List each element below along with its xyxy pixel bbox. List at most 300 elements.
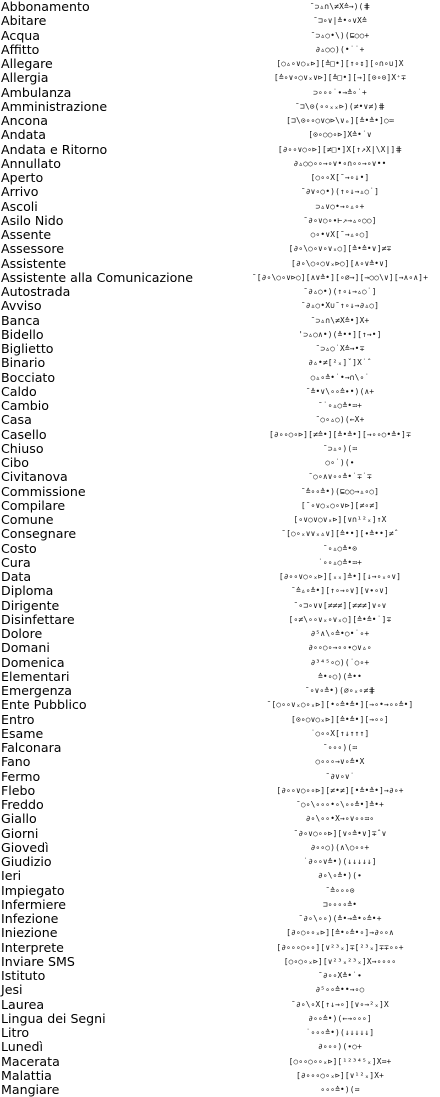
sign-notation: ˉ○∘∧∨∘∘≙•˙∓˙∓ (308, 472, 372, 482)
glossary-term: Laurea (1, 996, 45, 1012)
sign-notation: [∂∘\○∘○∨ₓ⊳○][∧∘∨≙•∨] (291, 258, 389, 268)
glossary-row (0, 898, 440, 912)
glossary-row (0, 869, 440, 883)
glossary-row (0, 613, 440, 627)
glossary-term: Bocciato (1, 369, 56, 385)
glossary-term: Andata (1, 127, 46, 143)
sign-notation-cell (300, 342, 440, 356)
glossary-row (0, 713, 440, 727)
glossary-row (0, 57, 440, 71)
sign-notation: ˉ∂∘\∘X[↑↓→∘][∨∘→²ₓ]X (291, 999, 389, 1009)
sign-notation: ˉ∂▵○•X∪ˉ↑∘↓→∂▵○] (300, 301, 380, 311)
glossary-row (0, 214, 440, 228)
sign-notation: ˉ∂▵○•)(↑∘↓→▵○˙] (303, 287, 377, 297)
sign-notation: ˉ⊐\⊙(∘∘ₓₓ⊳)(≠•∨≠)⋕ (295, 101, 385, 111)
sign-notation-cell (300, 969, 440, 983)
glossary-term: Assente (1, 227, 52, 242)
sign-notation-cell (300, 356, 440, 370)
sign-notation-cell (300, 399, 440, 413)
sign-notation: [∂∘∘○∘⊳][≠≙•][≙•≙•][→∘∘○•≙•]∓ (269, 429, 411, 439)
sign-notation-cell (276, 57, 440, 71)
glossary-term: Istituto (1, 968, 46, 983)
sign-notation-cell (300, 14, 440, 28)
sign-notation: ∂∘\∘≙•)(∙ (317, 871, 363, 881)
sign-notation: ∂▵○○∘∘→∘∨•∘∩∘∘→∘∨•• (293, 158, 387, 168)
glossary-term: Interprete (1, 939, 64, 955)
glossary-row (0, 741, 440, 755)
glossary-term: Infermiere (1, 896, 66, 912)
glossary-term: Litro (1, 1025, 30, 1040)
glossary-term: Autostrada (1, 284, 71, 299)
sign-notation: ˉ[∂∘\○∘∨⊳○][∧∨≙•][∘∅→][→○○\∨][→∧∘∧]+ (251, 272, 429, 282)
glossary-term: Banca (1, 312, 40, 328)
sign-notation: [∘∨○∨○∨ₓ⊳][∨∩¹²ₓ]↑X (293, 515, 387, 525)
glossary-term: Assistente alla Comunicazione (1, 269, 194, 285)
sign-notation: ∂∘∘○)(∧\○∘∘+ (310, 842, 370, 852)
sign-notation: ∘∘∘≙•)(≕ (320, 1085, 360, 1095)
sign-notation: ˙○∘∘X[↑↓↑↑↑] (310, 728, 370, 738)
glossary-row (0, 314, 440, 328)
sign-notation-cell (300, 727, 440, 741)
glossary-row (0, 1083, 440, 1097)
sign-notation: ∂∘∘≙•)(←→∘∘∘] (308, 1013, 372, 1023)
sign-notation: [∘≠\∘∘∨ₓ∘∨ₓ○][≙•≙•˙]∓ (288, 614, 392, 624)
sign-notation-cell (300, 43, 440, 57)
glossary-term: Fermo (1, 768, 41, 784)
glossary-term: Giovedì (1, 839, 49, 855)
glossary-term: Biglietto (1, 341, 54, 356)
sign-notation-cell (300, 29, 440, 43)
glossary-term: Cibo (1, 455, 29, 470)
glossary-row (0, 513, 440, 527)
sign-notation-cell (293, 157, 440, 171)
sign-notation-cell (300, 185, 440, 199)
glossary-term: Bidello (1, 326, 44, 342)
glossary-term: Annullato (1, 155, 61, 171)
glossary-term: Giallo (1, 811, 37, 827)
glossary-term: Elementari (1, 668, 70, 684)
glossary-term: Impiegato (1, 882, 65, 898)
sign-notation: ○▵∘≙•˙•→∩\∘˙ (310, 372, 370, 382)
glossary-term: Dolore (1, 626, 43, 641)
sign-notation-cell (277, 143, 440, 157)
glossary-row (0, 656, 440, 670)
sign-notation-cell (300, 684, 440, 698)
sign-notation-cell (300, 228, 440, 242)
glossary-term: Commissione (1, 483, 86, 499)
glossary-row (0, 912, 440, 926)
glossary-row (0, 114, 440, 128)
glossary-term: Affitto (1, 41, 40, 57)
glossary-term: Ascoli (1, 198, 38, 214)
glossary-term: Casa (1, 412, 32, 428)
glossary-row (0, 29, 440, 43)
glossary-row (0, 727, 440, 741)
glossary-term: Domani (1, 640, 50, 656)
sign-notation-cell (300, 841, 440, 855)
sign-notation: ˉ∂∘∘X≙•˙∙ (317, 971, 363, 981)
sign-notation: ˉ⊃▵○•\)(⊑○○+ (310, 30, 370, 40)
glossary-term: Acqua (1, 27, 41, 43)
sign-notation-cell (300, 413, 440, 427)
sign-notation-cell (291, 998, 440, 1012)
sign-notation: ˙∘∘▵○≙•≕+ (317, 557, 363, 567)
glossary-row (0, 14, 440, 28)
sign-notation: ⊃▵∨○•→∘▵∘+ (315, 201, 365, 211)
sign-notation-cell (300, 214, 440, 228)
glossary-term: Binario (1, 355, 46, 371)
glossary-term: Fano (1, 754, 31, 770)
sign-notation-cell (293, 513, 440, 527)
sign-notation: ˉ∘▵○≙•⊙ (322, 543, 358, 553)
sign-notation: ˉ⊃▵∘)(≕ (322, 443, 358, 453)
sign-notation-cell (300, 912, 440, 926)
sign-notation-cell (266, 698, 440, 712)
glossary-row (0, 356, 440, 370)
sign-notation-cell (300, 1012, 440, 1026)
glossary-row (0, 385, 440, 399)
glossary-row (0, 884, 440, 898)
sign-notation-cell (300, 855, 440, 869)
sign-notation-cell (291, 713, 440, 727)
glossary-term: Assistente (1, 255, 67, 271)
glossary-row (0, 542, 440, 556)
glossary-term: Compilare (1, 497, 66, 513)
glossary-term: Infezione (1, 911, 59, 926)
glossary-row (0, 185, 440, 199)
glossary-row (0, 485, 440, 499)
glossary-term: Freddo (1, 797, 44, 812)
sign-notation-cell (291, 257, 440, 271)
glossary-row (0, 200, 440, 214)
sign-notation: ˙∘∘∘≙•)(↓↓↓↓↓] (305, 1028, 375, 1038)
sign-notation: [○∘∘X[ˉ→∘↓•] (310, 173, 370, 183)
glossary-term: Falconara (1, 740, 62, 755)
sign-notation-cell (293, 599, 440, 613)
sign-notation: [∂∘∘∨○∘ₓ⊳][ₓₓ]≙•][↓→∘ₓ∘∨] (278, 572, 402, 582)
sign-notation-cell (300, 371, 440, 385)
sign-notation-cell (300, 983, 440, 997)
glossary-row (0, 143, 440, 157)
glossary-term: Arrivo (1, 184, 39, 200)
sign-notation-cell (300, 770, 440, 784)
glossary-row (0, 841, 440, 855)
glossary-row (0, 470, 440, 484)
sign-notation-cell (300, 755, 440, 769)
sign-notation: ○∘•∨X[ˉ→▵∘○] (310, 230, 370, 240)
sign-notation-cell (269, 428, 440, 442)
sign-notation: ˉ∘∘∘)(≕ (322, 743, 358, 753)
glossary-row (0, 299, 440, 313)
sign-notation: [○∘∘○∘∘ₓ⊳][¹²³⁴⁵ₓ]X≕+ (288, 1056, 392, 1066)
glossary-row (0, 599, 440, 613)
sign-notation-cell (293, 827, 440, 841)
sign-notation: ○∘˙)(∙ (325, 458, 355, 468)
sign-notation-cell (300, 499, 440, 513)
glossary-row (0, 855, 440, 869)
glossary-row (0, 955, 440, 969)
glossary-row (0, 71, 440, 85)
glossary-term: Asilo Nido (1, 212, 64, 228)
glossary-term: Esame (1, 725, 44, 741)
sign-notation-cell (286, 926, 440, 940)
sign-notation: ˉ≙∘∘≙•)(⊑○○→▵∘○] (300, 486, 380, 496)
glossary-row (0, 100, 440, 114)
sign-notation: ˉ∂∘∨○∘∙⊢↗→▵∘○○] (303, 215, 377, 225)
glossary-term: Chiuso (1, 440, 44, 456)
sign-notation-cell (278, 570, 440, 584)
glossary-term: Abitare (1, 13, 47, 29)
sign-notation: ∂∘∘○∘→∘∘∙○∨▵∘ (308, 643, 372, 653)
sign-notation-cell (300, 285, 440, 299)
sign-notation-cell (283, 955, 440, 969)
glossary-term: Giudizio (1, 854, 52, 869)
glossary-term: Lunedì (1, 1039, 43, 1055)
glossary-row (0, 257, 440, 271)
glossary-row (0, 399, 440, 413)
glossary-term: Lingua dei Segni (1, 1010, 106, 1026)
glossary-term: Mangiare (1, 1082, 60, 1097)
sign-notation: ˉ⊐∘∨|≙•∘∨X≙ (313, 16, 367, 26)
glossary-row (0, 969, 440, 983)
glossary-row (0, 570, 440, 584)
sign-notation-cell (300, 898, 440, 912)
glossary-row (0, 428, 440, 442)
glossary-term: Data (1, 569, 32, 584)
glossary-row (0, 983, 440, 997)
sign-notation: ˉ∂∘\∘∘)(≙•→≙•∘≙•+ (298, 914, 382, 924)
sign-notation: ∂∘\∘∘•X→∘∨∘∘≕∘ (305, 814, 375, 824)
glossary-row (0, 556, 440, 570)
sign-notation-cell (286, 114, 440, 128)
glossary-row (0, 456, 440, 470)
sign-notation-cell (300, 314, 440, 328)
sign-notation: [∂∘∘∨○∘∘⊳][≠•≠][•≙•≙•]→∂∘+ (276, 785, 404, 795)
sign-notation: ˉ≙∘∘∘⊙ (325, 885, 355, 895)
glossary-term: Jesi (1, 982, 23, 998)
sign-notation-cell (300, 556, 440, 570)
glossary-term: Dirigente (1, 597, 60, 613)
glossary-term: Assessore (1, 241, 64, 257)
glossary-term: Casello (1, 426, 47, 442)
glossary-term: Caldo (1, 383, 37, 399)
glossary-term: Diploma (1, 583, 54, 599)
sign-notation: [∂∘∘∘○∘∘][∨²³ₓ]∓[²³ₓ]∓∓∘∘+ (276, 942, 404, 952)
glossary-row (0, 1040, 440, 1054)
glossary-term: Malattia (1, 1067, 52, 1083)
sign-notation: [○∘○∘ₓ⊳][∨²³ₓ²³ₓ]X→∘∘∘∘ (283, 956, 397, 966)
sign-notation-cell (300, 200, 440, 214)
glossary-row (0, 698, 440, 712)
glossary-row (0, 413, 440, 427)
glossary-row (0, 641, 440, 655)
sign-notation-cell (288, 613, 440, 627)
glossary-row (0, 1026, 440, 1040)
sign-notation: ≙•∘○)(≙•• (317, 671, 363, 681)
glossary-row (0, 442, 440, 456)
sign-notation-cell (295, 798, 440, 812)
glossary-row (0, 171, 440, 185)
sign-notation-cell (300, 171, 440, 185)
sign-notation-cell (300, 869, 440, 883)
sign-notation: [∂∘○∘∘ₓ⊳][≙•∘≙•∘]→∂∘∘∧ (286, 928, 394, 938)
sign-notation-cell (300, 641, 440, 655)
sign-notation-cell (295, 100, 440, 114)
glossary-row (0, 1069, 440, 1083)
glossary-term: Ieri (1, 868, 22, 884)
glossary-row (0, 784, 440, 798)
sign-notation-cell (300, 0, 440, 14)
glossary-row (0, 228, 440, 242)
sign-notation-cell (300, 86, 440, 100)
glossary-row (0, 371, 440, 385)
glossary-term: Cura (1, 554, 31, 570)
glossary-term: Giorni (1, 825, 39, 841)
sign-notation: ∂▵○○)(•˙˙+ (315, 44, 365, 54)
glossary-term: Iniezione (1, 925, 58, 941)
sign-notation: '⊃▵○∧•)(≙••][↑→•] (298, 329, 382, 339)
sign-notation-cell (300, 128, 440, 142)
sign-notation-cell (295, 1069, 440, 1083)
sign-notation-cell (288, 1055, 440, 1069)
glossary-row (0, 86, 440, 100)
sign-notation-cell (300, 542, 440, 556)
sign-notation: ∂⁵∧\∘≙•○•˙∘+ (310, 629, 370, 639)
glossary-term: Ancona (1, 113, 48, 128)
glossary-row (0, 157, 440, 171)
sign-notation: ˉ○∘▵○)(←X+ (315, 415, 365, 425)
sign-notation: ⊐∘∘∘∘≙• (322, 899, 358, 909)
glossary-row (0, 285, 440, 299)
glossary-term: Avviso (1, 298, 42, 314)
glossary-row (0, 128, 440, 142)
glossary-term: Domenica (1, 654, 65, 670)
glossary-term: Comune (1, 512, 54, 527)
glossary-row (0, 941, 440, 955)
glossary-term: Allergia (1, 70, 49, 86)
sign-notation-cell (300, 670, 440, 684)
glossary-row (0, 812, 440, 826)
sign-notation: ˉ˙∘▵○≙•≕+ (317, 401, 363, 411)
sign-notation-cell (300, 627, 440, 641)
sign-notation: ˉ[○∘∘∨ₓ○∘ₓ⊳][•∘≙•≙•][→∘•→∘∘≙•] (266, 700, 414, 710)
sign-notation: ⊃∘∘∘˙∙→≙∘˙+ (313, 87, 367, 97)
sign-notation: ˉ∘⊐∘∨∨[≠≠≠][≠≠≠]∨∘∨ (293, 600, 387, 610)
glossary-row (0, 342, 440, 356)
glossary-row (0, 242, 440, 256)
glossary-row (0, 1055, 440, 1069)
glossary-row (0, 827, 440, 841)
sign-notation: [ˉ∘∨○ₓ○∘∨⊳][≠∘≠] (300, 500, 380, 510)
glossary-term: Flebo (1, 782, 36, 798)
sign-notation-cell (300, 456, 440, 470)
sign-notation: ○∘∘∘→∨∘≙•X (315, 757, 365, 767)
sign-notation-cell (281, 527, 440, 541)
glossary-term: Entro (1, 711, 35, 727)
glossary-row (0, 755, 440, 769)
glossary-row (0, 670, 440, 684)
glossary-term: Ambulanza (1, 84, 72, 100)
sign-notation-cell (300, 1026, 440, 1040)
sign-notation: ˉ≙•∨\∘∘≙∙•)(∧+ (305, 386, 375, 396)
sign-notation-cell (276, 784, 440, 798)
glossary-term: Aperto (1, 170, 44, 185)
sign-notation: ˉ∂∨∘○•)(↑∘↓→▵○˙] (300, 187, 380, 197)
sign-notation: ˉ∂∘∨○∘∘⊳][∨∘≙•∨]∓ˆ∨ (293, 828, 387, 838)
sign-notation-cell (300, 299, 440, 313)
sign-notation-cell (276, 941, 440, 955)
glossary-term: Allegare (1, 56, 53, 71)
glossary-row (0, 271, 440, 285)
sign-notation: [⊙∘○∨○ₓ⊳][≙•≙•][→∘∘] (291, 714, 389, 724)
sign-notation: [⊙∘○○∘⊳]X≙•˙∨ (308, 130, 372, 140)
sign-notation: [≙∘∨∘○∨ₓ∨⊳][≙□•][→][⊙∘⊙]X⁺∓ (273, 73, 407, 83)
glossary-term: Andata e Ritorno (1, 141, 108, 157)
glossary-term: Disinfettare (1, 611, 75, 627)
sign-notation: [∂∘\○∘∨∘∨ₓ○][≙•≙•∨]≠∓ (288, 244, 392, 254)
sign-notation-cell (300, 741, 440, 755)
sign-notation: ˉ∂∨∘∨˙ (325, 771, 355, 781)
glossary-term: Cambio (1, 398, 49, 413)
sign-notation: ˙∂∘∘∨≙•)(↓↓↓↓↓] (303, 857, 377, 867)
glossary-term: Macerata (1, 1053, 60, 1069)
glossary-row (0, 798, 440, 812)
glossary-row (0, 770, 440, 784)
glossary-term: Costo (1, 540, 37, 556)
sign-notation-cell (300, 656, 440, 670)
sign-notation-cell (300, 1040, 440, 1054)
sign-notation-cell (300, 485, 440, 499)
sign-notation: [⊐\⊙∘∘○∨○⊳\∨ₑ][≙•≙•]○≕ (286, 116, 394, 126)
sign-notation: ˉ≙▵∘≙•][↑∘→∘∨][∨∙∘∨] (291, 586, 389, 596)
glossary-row (0, 0, 440, 14)
sign-notation: ˉ∘∨∘≙•)(∅∘ₓ∘≠⋕ (304, 686, 376, 696)
glossary-row (0, 499, 440, 513)
glossary-term: Ente Pubblico (1, 697, 87, 713)
glossary-term: Inviare SMS (1, 953, 75, 969)
glossary-row (0, 1012, 440, 1026)
sign-notation-cell (300, 884, 440, 898)
glossary-row (0, 328, 440, 342)
sign-notation: ˉ⊃▵∩\≠X≙→)(⋕ (309, 2, 371, 12)
sign-notation: ∂∘∘∘)(∙○+ (317, 1042, 363, 1052)
sign-notation: ∂⁵∘∘≙••→∘○ (315, 985, 365, 995)
glossary-row (0, 998, 440, 1012)
sign-notation-cell (300, 442, 440, 456)
glossary-term: Civitanova (1, 469, 68, 485)
sign-notation: [∂∘∘∨○∘⊳][≠□•]X[↑↗X|\X|]⋕ (277, 144, 403, 154)
sign-notation: ˉ⊃▵○˙X≙→•∓ (315, 344, 365, 354)
sign-notation-cell (300, 385, 440, 399)
sign-notation-cell (300, 328, 440, 342)
glossary-row (0, 43, 440, 57)
sign-notation-cell (291, 584, 440, 598)
sign-notation: ∂³⁴⁵∘○)(˙○∘+ (310, 657, 370, 667)
sign-notation-cell (251, 271, 440, 285)
sign-notation: ∂▵•≠[²ₓ]ˇ]X˙ˆ (308, 358, 372, 368)
glossary-row (0, 527, 440, 541)
glossary-row (0, 627, 440, 641)
sign-notation: ˉ[○∘ₓ∨∨ₓ▵∨][≙••][∙≙••]≠ˆ (281, 529, 399, 539)
glossary-term: Amministrazione (1, 98, 108, 114)
sign-notation: ˉ⊃▵∩\≠X≙•]X+ (310, 315, 370, 325)
sign-notation-cell (300, 812, 440, 826)
glossary-row (0, 684, 440, 698)
sign-notation: [∂∘∘∘○∘ₓ⊳][∨¹²ₓ]X+ (295, 1070, 385, 1080)
sign-notation-cell (288, 242, 440, 256)
sign-notation: ˉ○∘\∘∘∘•∘\∘∘≙•]≙•+ (295, 800, 385, 810)
glossary-term: Consegnare (1, 526, 77, 542)
